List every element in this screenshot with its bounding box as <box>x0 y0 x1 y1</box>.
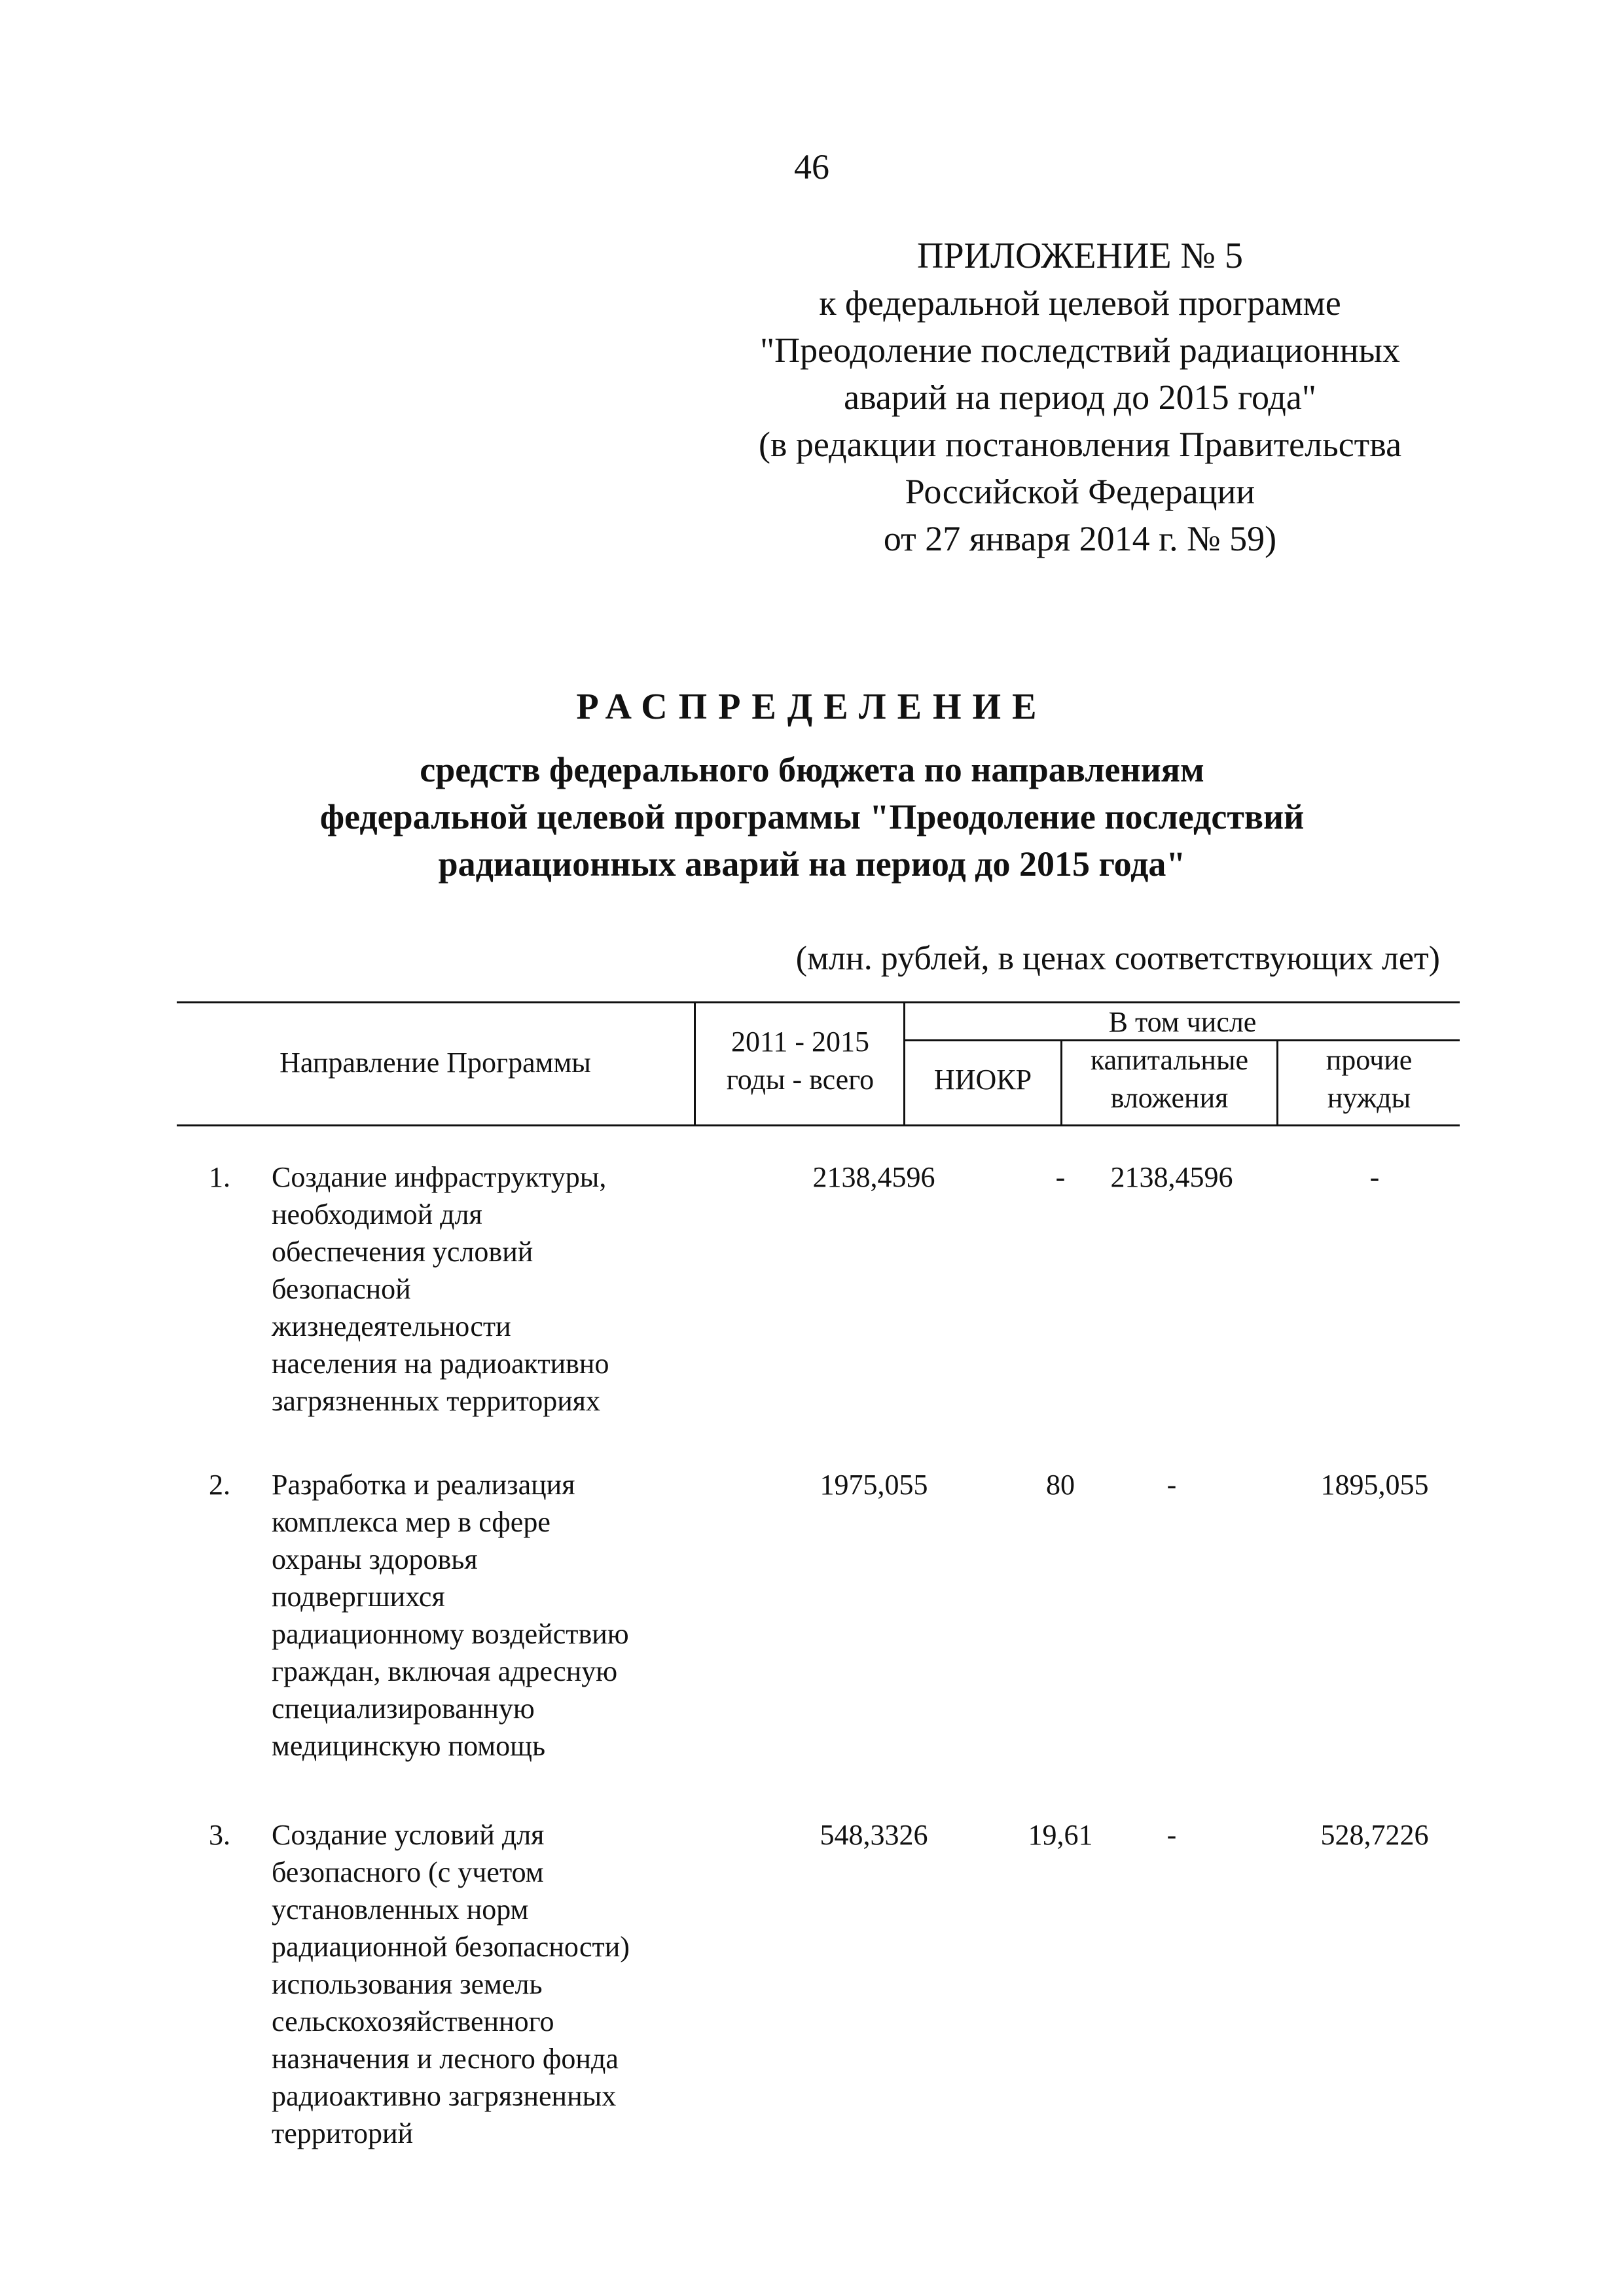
appendix-line: Российской Федерации <box>905 472 1255 511</box>
document-heading: РАСПРЕДЕЛЕНИЕ <box>576 687 1048 727</box>
row-description-line: безопасной <box>272 1273 411 1305</box>
row-number: 2. <box>209 1469 230 1501</box>
row-capital: - <box>1166 1469 1177 1501</box>
row-description <box>272 1466 730 1765</box>
row-description-line: использования земель <box>272 1968 543 2000</box>
row-total: 1975,055 <box>820 1469 928 1501</box>
row-description <box>272 1816 730 2152</box>
header-capital-line: вложения <box>1110 1082 1229 1114</box>
row-description-line: Разработка и реализация <box>272 1469 575 1501</box>
page-number: 46 <box>794 147 829 187</box>
header-other-line: нужды <box>1327 1082 1411 1114</box>
units-note: (млн. рублей, в ценах соответствующих лет) <box>795 940 1440 977</box>
subheading-line: радиационных аварий на период до 2015 года" <box>438 844 1186 884</box>
header-capital-line: капитальные <box>1090 1044 1249 1076</box>
row-description-line: населения на радиоактивно <box>272 1348 609 1380</box>
row-description-line: радиоактивно загрязненных <box>272 2080 617 2112</box>
header-total-line: 2011 - 2015 <box>731 1026 870 1058</box>
table-header <box>177 1001 1460 1126</box>
appendix-line: (в редакции постановления Правительства <box>758 425 1402 464</box>
row-description-line: радиационной безопасности) <box>272 1931 630 1963</box>
table-row <box>177 1816 1460 2170</box>
row-description-line: необходимой для <box>272 1198 482 1230</box>
appendix-title: ПРИЛОЖЕНИЕ № 5 <box>917 236 1243 276</box>
row-other: - <box>1369 1161 1380 1193</box>
row-other: 1895,055 <box>1320 1469 1429 1501</box>
header-other <box>1278 1041 1460 1117</box>
row-description-line: загрязненных территориях <box>272 1385 601 1417</box>
row-description-line: безопасного (с учетом <box>272 1856 544 1888</box>
column-divider <box>694 1003 696 1124</box>
row-description-line: подвергшихся <box>272 1581 445 1613</box>
row-number: 1. <box>209 1161 230 1193</box>
appendix-line: "Преодоление последствий радиационных <box>760 331 1400 370</box>
header-total <box>697 1023 903 1099</box>
subheading-line: федеральной целевой программы "Преодоление последствий <box>319 797 1305 836</box>
row-description-line: Создание условий для <box>272 1819 545 1851</box>
appendix-line: от 27 января 2014 г. № 59) <box>883 519 1277 558</box>
row-description-line: обеспечения условий <box>272 1236 533 1268</box>
row-capital: 2138,4596 <box>1110 1161 1233 1193</box>
row-description-line: граждан, включая адресную <box>272 1655 618 1687</box>
appendix-line: к федеральной целевой программе <box>819 283 1341 323</box>
row-description-line: территорий <box>272 2117 414 2149</box>
header-other-line: прочие <box>1326 1044 1413 1076</box>
header-capital <box>1062 1041 1276 1117</box>
row-total: 2138,4596 <box>812 1161 935 1193</box>
row-description-line: комплекса мер в сфере <box>272 1506 550 1538</box>
row-description-line: охраны здоровья <box>272 1543 478 1575</box>
header-total-line: годы - всего <box>726 1064 875 1096</box>
row-description-line: сельскохозяйственного <box>272 2005 554 2037</box>
row-description-line: назначения и лесного фонда <box>272 2043 619 2075</box>
row-total: 548,3326 <box>820 1819 928 1851</box>
row-description-line: Создание инфраструктуры, <box>272 1161 607 1193</box>
row-description-line: жизнедеятельности <box>272 1310 511 1342</box>
row-niokr: 19,61 <box>1028 1819 1093 1851</box>
table-row <box>177 1466 1460 1780</box>
row-description-line: установленных норм <box>272 1893 529 1926</box>
row-other: 528,7226 <box>1320 1819 1429 1851</box>
document-subheading <box>196 746 1428 888</box>
row-number: 3. <box>209 1819 230 1851</box>
header-niokr: НИОКР <box>933 1064 1032 1096</box>
row-niokr: 80 <box>1046 1469 1075 1501</box>
row-description-line: медицинскую помощь <box>272 1730 546 1762</box>
row-description-line: радиационному воздействию <box>272 1618 629 1650</box>
header-including: В том числе <box>1108 1006 1257 1038</box>
appendix-block <box>687 232 1473 562</box>
row-capital: - <box>1166 1819 1177 1851</box>
header-direction: Направление Программы <box>280 1047 591 1079</box>
row-description-line: специализированную <box>272 1693 535 1725</box>
subheading-line: средств федерального бюджета по направлениям <box>420 750 1204 789</box>
table-row <box>177 1158 1460 1433</box>
row-description <box>272 1158 730 1420</box>
row-niokr: - <box>1055 1161 1066 1193</box>
appendix-line: аварий на период до 2015 года" <box>844 378 1316 417</box>
